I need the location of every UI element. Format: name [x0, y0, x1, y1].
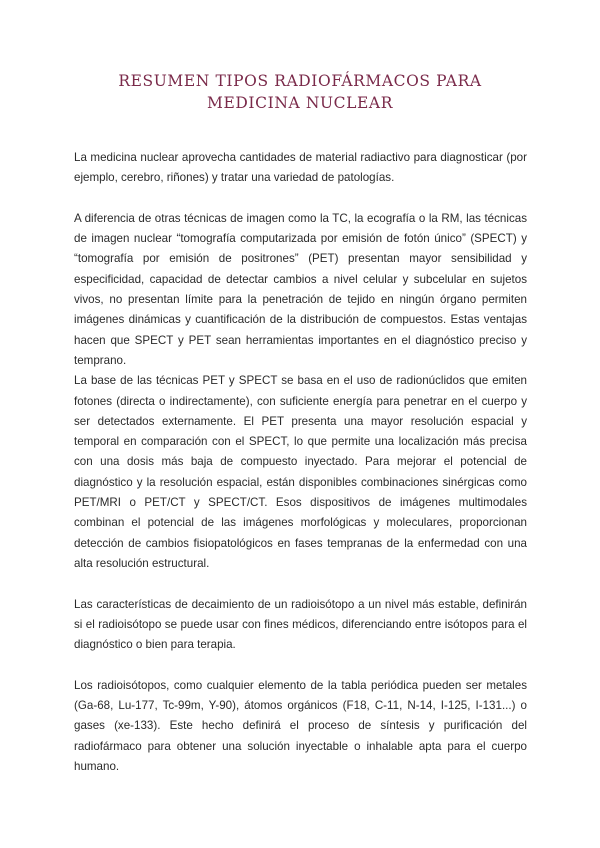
title-line-1: RESUMEN TIPOS RADIOFÁRMACOS PARA — [118, 72, 482, 90]
document-body — [74, 148, 527, 777]
paragraph-decay-characteristics: Las características de decaimiento de un radioisótopo a un nivel más estable, definirán si el radioisótopo se puede usar con fines médicos, diferenciando entre isótopos para el diagnóstico o bien para terapia. — [74, 597, 527, 652]
paragraph-radioisotopes: Los radioisótopos, como cualquier elemento de la tabla periódica pueden ser metales (Ga-68, Lu-177, Tc-99m, Y-90), átomos orgánicos (F18, C-11, N-14, I-125, I-131...) o gases (xe-133). Este hecho definirá el proceso de síntesis y purificación del radiofármaco para obtener una solución inyectable o inhalable apta para el cuerpo humano. — [74, 678, 527, 773]
paragraph-imaging-comparison: A diferencia de otras técnicas de imagen como la TC, la ecografía o la RM, las técnicas de imagen nuclear “tomografía computarizada por emisión de fotón único” (SPECT) y “tomografía por emisión de positrones” (PET) presentan mayor sensibilidad y especificidad, capacidad de detectar cambios a nivel celular y subcelular en sujetos vivos, no presentan límite para la penetración de tejido en ningún órgano permiten imágenes dinámicas y cuantificación de la distribución de compuestos. Estas ventajas hacen que SPECT y PET sean herramientas importantes en el diagnóstico preciso y temprano. — [74, 211, 527, 367]
paragraph-pet-spect-basis: La base de las técnicas PET y SPECT se basa en el uso de radionúclidos que emiten fotones (directa o indirectamente), con suficiente energía para penetrar en el cuerpo y ser detectados externamente. El PET presenta una mayor resolución espacial y temporal en comparación con el SPECT, lo que permite una localización más precisa con una dosis más baja de compuesto inyectado. Para mejorar el potencial de diagnóstico y la resolución espacial, están disponibles combinaciones sinérgicas como PET/MRI o PET/CT y SPECT/CT. Esos dispositivos de imágenes multimodales combinan el potencial de las imágenes morfológicas y moleculares, proporcionan detección de cambios fisiopatológicos en fases tempranas de la enfermedad con una alta resolución estructural. — [74, 374, 527, 570]
paragraph-intro: La medicina nuclear aprovecha cantidades de material radiactivo para diagnosticar (por ejemplo, cerebro, riñones) y tratar una variedad de patologías. — [74, 151, 527, 185]
document-title — [60, 70, 540, 114]
title-line-2: MEDICINA NUCLEAR — [207, 94, 393, 112]
